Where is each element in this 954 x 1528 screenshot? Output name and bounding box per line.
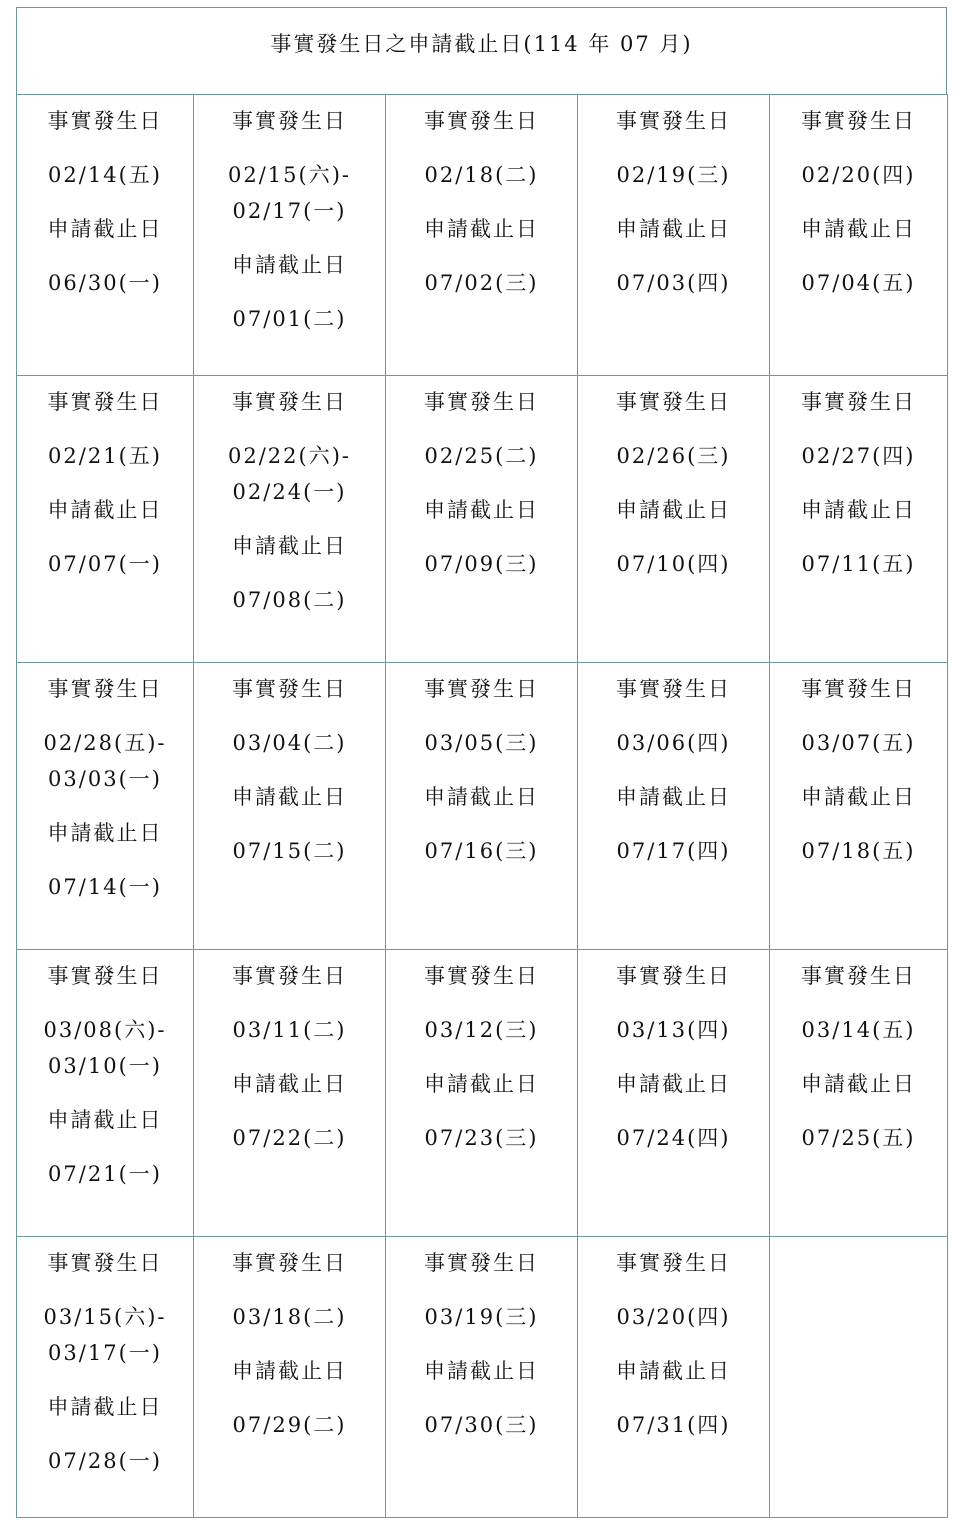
deadline-label: 申請截止日: [801, 785, 916, 809]
date-cell: [386, 950, 578, 1237]
deadline-date: 07/14(一): [48, 875, 162, 899]
date-cell: [578, 663, 770, 950]
event-date: 03/08(六)-: [43, 1018, 167, 1042]
deadline-label: 申請截止日: [232, 785, 347, 809]
deadline-label: 申請截止日: [232, 534, 347, 558]
deadline-label: 申請截止日: [47, 821, 163, 845]
date-cell: [770, 95, 948, 376]
date-cell: [578, 1237, 770, 1518]
deadline-table: [16, 94, 948, 1518]
event-label: 事實發生日: [47, 1251, 163, 1275]
event-date: 02/19(三): [616, 163, 731, 187]
event-date: 02/17(一): [232, 199, 347, 223]
event-date: 03/06(四): [616, 731, 731, 755]
date-cell: [17, 950, 194, 1237]
deadline-date: 07/30(三): [424, 1413, 539, 1437]
event-date: 03/10(一): [48, 1054, 162, 1078]
date-cell: [770, 376, 948, 663]
deadline-date: 07/10(四): [616, 552, 731, 576]
deadline-date: 07/23(三): [424, 1126, 539, 1150]
deadline-label: 申請截止日: [801, 217, 916, 241]
deadline-date: 07/04(五): [801, 271, 916, 295]
event-date: 03/15(六)-: [43, 1305, 167, 1329]
event-date: 02/25(二): [424, 444, 539, 468]
date-cell: [770, 950, 948, 1237]
event-date: 02/18(二): [424, 163, 539, 187]
event-date: 03/20(四): [616, 1305, 731, 1329]
deadline-date: 07/09(三): [424, 552, 539, 576]
deadline-label: 申請截止日: [47, 1108, 163, 1132]
table-row: [17, 1237, 948, 1518]
date-cell: [578, 95, 770, 376]
event-label: 事實發生日: [232, 964, 347, 988]
date-cell: [386, 1237, 578, 1518]
event-date: 03/04(二): [232, 731, 347, 755]
event-label: 事實發生日: [47, 390, 163, 414]
deadline-label: 申請截止日: [424, 785, 539, 809]
date-cell: [770, 663, 948, 950]
deadline-date: 07/01(二): [232, 307, 347, 331]
date-cell: [386, 95, 578, 376]
deadline-date: 07/24(四): [616, 1126, 731, 1150]
event-date: 02/15(六)-: [228, 163, 351, 187]
event-label: 事實發生日: [232, 109, 347, 133]
deadline-label: 申請截止日: [616, 217, 731, 241]
page-title: 事實發生日之申請截止日(114 年 07 月): [16, 7, 947, 94]
event-label: 事實發生日: [47, 109, 163, 133]
deadline-date: 07/15(二): [232, 839, 347, 863]
deadline-date: 07/08(二): [232, 588, 347, 612]
empty-cell: [770, 1237, 948, 1518]
deadline-date: 07/02(三): [424, 271, 539, 295]
date-cell: [17, 1237, 194, 1518]
event-date: 02/28(五)-: [43, 731, 167, 755]
event-date: 03/03(一): [48, 767, 162, 791]
deadline-label: 申請截止日: [47, 498, 163, 522]
date-cell: [386, 663, 578, 950]
event-label: 事實發生日: [47, 677, 163, 701]
event-date: 02/22(六)-: [228, 444, 351, 468]
event-date: 03/17(一): [48, 1341, 162, 1365]
event-label: 事實發生日: [616, 964, 731, 988]
deadline-calendar: [16, 7, 947, 1518]
date-cell: [194, 1237, 386, 1518]
deadline-date: 07/21(一): [48, 1162, 162, 1186]
deadline-date: 07/25(五): [801, 1126, 916, 1150]
event-date: 02/27(四): [801, 444, 916, 468]
event-date: 02/26(三): [616, 444, 731, 468]
date-cell: [386, 376, 578, 663]
date-cell: [194, 950, 386, 1237]
date-cell: [17, 376, 194, 663]
deadline-date: 07/22(二): [232, 1126, 347, 1150]
deadline-label: 申請截止日: [47, 217, 163, 241]
event-label: 事實發生日: [801, 677, 916, 701]
event-label: 事實發生日: [616, 390, 731, 414]
deadline-label: 申請截止日: [801, 1072, 916, 1096]
deadline-label: 申請截止日: [232, 253, 347, 277]
deadline-label: 申請截止日: [232, 1359, 347, 1383]
deadline-table-body: [17, 95, 948, 1518]
event-label: 事實發生日: [424, 964, 539, 988]
deadline-date: 07/18(五): [801, 839, 916, 863]
deadline-label: 申請截止日: [424, 1072, 539, 1096]
deadline-label: 申請截止日: [616, 1359, 731, 1383]
table-row: [17, 376, 948, 663]
event-label: 事實發生日: [424, 1251, 539, 1275]
event-date: 03/07(五): [801, 731, 916, 755]
table-row: [17, 950, 948, 1237]
table-row: [17, 663, 948, 950]
event-label: 事實發生日: [232, 677, 347, 701]
deadline-label: 申請截止日: [801, 498, 916, 522]
deadline-label: 申請截止日: [47, 1395, 163, 1419]
deadline-date: 07/07(一): [48, 552, 162, 576]
deadline-date: 07/31(四): [616, 1413, 731, 1437]
date-cell: [194, 95, 386, 376]
deadline-label: 申請截止日: [424, 217, 539, 241]
deadline-label: 申請截止日: [616, 498, 731, 522]
event-label: 事實發生日: [616, 109, 731, 133]
event-date: 02/20(四): [801, 163, 916, 187]
deadline-label: 申請截止日: [616, 785, 731, 809]
date-cell: [17, 95, 194, 376]
deadline-label: 申請截止日: [616, 1072, 731, 1096]
deadline-date: 07/16(三): [424, 839, 539, 863]
deadline-label: 申請截止日: [424, 1359, 539, 1383]
event-label: 事實發生日: [801, 109, 916, 133]
deadline-date: 07/29(二): [232, 1413, 347, 1437]
event-label: 事實發生日: [232, 390, 347, 414]
event-date: 02/14(五): [48, 163, 162, 187]
event-label: 事實發生日: [424, 109, 539, 133]
event-label: 事實發生日: [616, 1251, 731, 1275]
event-date: 03/18(二): [232, 1305, 347, 1329]
deadline-date: 07/11(五): [801, 552, 916, 576]
event-date: 02/24(一): [232, 480, 347, 504]
date-cell: [194, 376, 386, 663]
date-cell: [578, 376, 770, 663]
event-label: 事實發生日: [424, 677, 539, 701]
event-label: 事實發生日: [424, 390, 539, 414]
event-date: 03/14(五): [801, 1018, 916, 1042]
deadline-label: 申請截止日: [424, 498, 539, 522]
event-label: 事實發生日: [47, 964, 163, 988]
event-label: 事實發生日: [616, 677, 731, 701]
deadline-date: 06/30(一): [48, 271, 162, 295]
event-date: 03/11(二): [232, 1018, 347, 1042]
event-date: 02/21(五): [48, 444, 162, 468]
event-date: 03/13(四): [616, 1018, 731, 1042]
deadline-date: 07/28(一): [48, 1449, 162, 1473]
date-cell: [578, 950, 770, 1237]
event-label: 事實發生日: [801, 390, 916, 414]
deadline-label: 申請截止日: [232, 1072, 347, 1096]
event-date: 03/05(三): [424, 731, 539, 755]
deadline-date: 07/17(四): [616, 839, 731, 863]
event-date: 03/19(三): [424, 1305, 539, 1329]
deadline-date: 07/03(四): [616, 271, 731, 295]
table-row: [17, 95, 948, 376]
event-label: 事實發生日: [232, 1251, 347, 1275]
date-cell: [17, 663, 194, 950]
event-label: 事實發生日: [801, 964, 916, 988]
date-cell: [194, 663, 386, 950]
event-date: 03/12(三): [424, 1018, 539, 1042]
